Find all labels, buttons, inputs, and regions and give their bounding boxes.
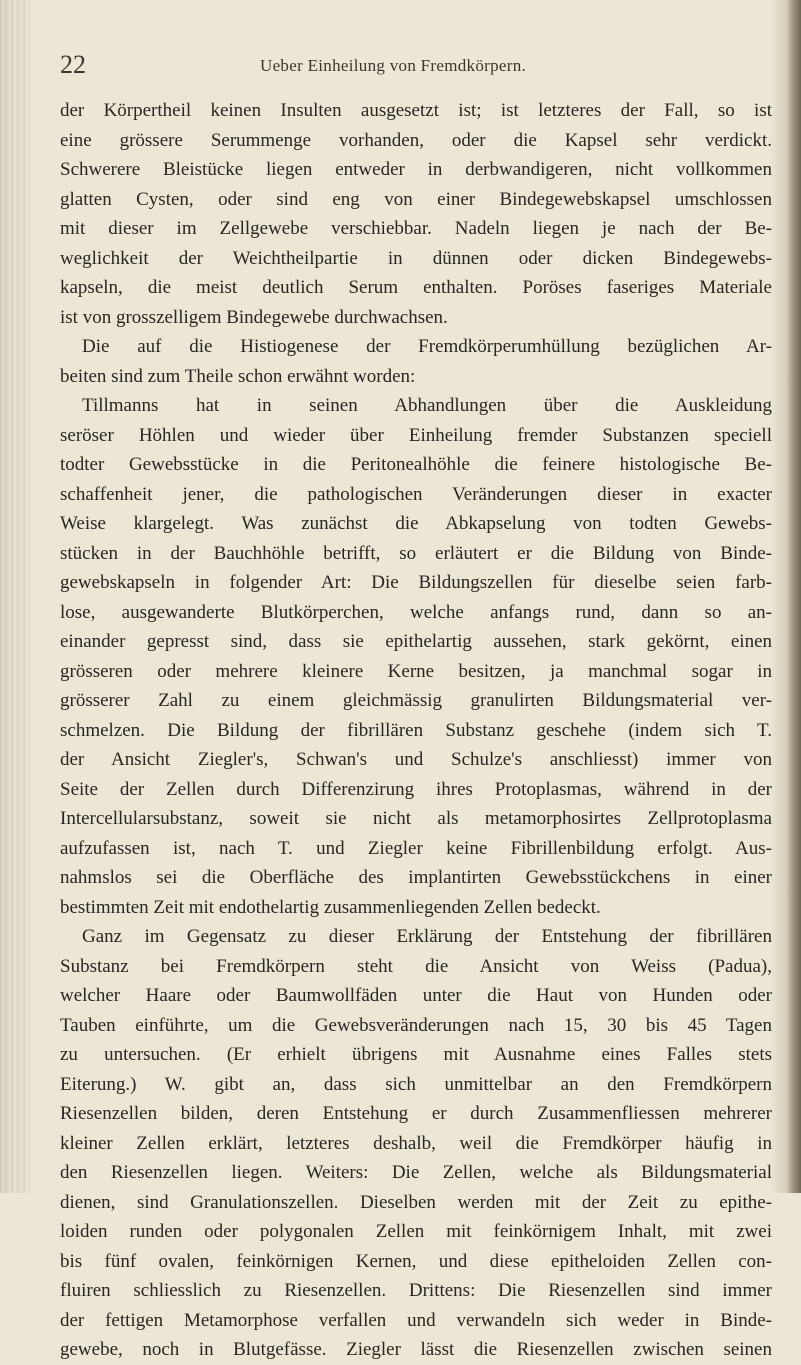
running-head: Ueber Einheilung von Fremdkörpern. [260, 56, 527, 75]
text-line: dienen, sind Granulationszellen. Dieselben werden mit der Zeit zu epithe- [60, 1191, 772, 1213]
text-line: todter Gewebsstücke in die Peritonealhöhle die feinere histologische Be- [60, 454, 772, 475]
text-line: grösseren oder mehrere kleinere Kerne besitzen, ja manchmal sogar in [60, 660, 772, 682]
text-line: bis fünf ovalen, feinkörnigen Kernen, und diese epitheloiden Zellen con- [60, 1250, 772, 1272]
text-line: stücken in der Bauchhöhle betrifft, so erläutert er die Bildung von Binde- [60, 542, 772, 564]
text-line: schaffenheit jener, die pathologischen Veränderungen dieser in exacter [60, 483, 772, 505]
text-line: Weise klargelegt. Was zunächst die Abkapselung von todten Gewebs- [60, 513, 772, 534]
text-line: gewebe, noch in Blutgefässe. Ziegler lässt die Riesenzellen zwischen seinen [60, 1339, 772, 1360]
text-line: Riesenzellen bilden, deren Entstehung er durch Zusammenfliessen mehrerer [60, 1103, 772, 1124]
page-binding-shadow [0, 0, 30, 1193]
text-line: mit dieser im Zellgewebe verschiebbar. Nadeln liegen je nach der Be- [60, 218, 772, 239]
text-line: gewebskapseln in folgender Art: Die Bildungszellen für dieselbe seien farb- [60, 572, 772, 593]
text-line: bestimmten Zeit mit endothelartig zusammenliegenden Zellen bedeckt. [60, 896, 601, 918]
text-line: den Riesenzellen liegen. Weiters: Die Zellen, welche als Bildungsmaterial [60, 1162, 772, 1183]
text-line: Intercellularsubstanz, soweit sie nicht als metamorphosirtes Zellprotoplasma [60, 808, 772, 829]
text-line: glatten Cysten, oder sind eng von einer Bindegewebskapsel umschlossen [60, 188, 772, 210]
text-line: Substanz bei Fremdkörpern steht die Ansicht von Weiss (Padua), [60, 955, 772, 977]
text-line: der Ansicht Ziegler's, Schwan's und Schulze's anschliesst) immer von [60, 749, 772, 770]
body-text [60, 96, 772, 1365]
text-line: Schwerere Bleistücke liegen entweder in derbwandigeren, nicht vollkommen [60, 159, 772, 180]
text-line: fluiren schliesslich zu Riesenzellen. Drittens: Die Riesenzellen sind immer [60, 1280, 772, 1301]
text-line: ist von grosszelligem Bindegewebe durchwachsen. [60, 306, 448, 328]
page-header [60, 50, 768, 90]
text-line: Tillmanns hat in seinen Abhandlungen über die Auskleidung [82, 395, 772, 416]
text-line: einander gepresst sind, dass sie epithelartig aussehen, stark gekörnt, einen [60, 631, 772, 652]
text-line: Eiterung.) W. gibt an, dass sich unmittelbar an den Fremdkörpern [60, 1073, 772, 1095]
text-line: nahmslos sei die Oberfläche des implantirten Gewebsstückchens in einer [60, 867, 772, 888]
text-line: weglichkeit der Weichtheilpartie in dünnen oder dicken Bindegewebs- [60, 247, 772, 269]
text-line: schmelzen. Die Bildung der fibrillären Substanz geschehe (indem sich T. [60, 719, 772, 741]
text-line: Die auf die Histiogenese der Fremdkörperumhüllung bezüglichen Ar- [82, 336, 772, 357]
text-line: Seite der Zellen durch Differenzirung ihres Protoplasmas, während in der [60, 778, 772, 800]
text-line: loiden runden oder polygonalen Zellen mit feinkörnigem Inhalt, mit zwei [60, 1221, 772, 1242]
text-line: grösserer Zahl zu einem gleichmässig granulirten Bildungsmaterial ver- [60, 690, 772, 711]
text-line: kleiner Zellen erklärt, letzteres deshalb, weil die Fremdkörper häufig in [60, 1132, 772, 1154]
text-line: Tauben einführte, um die Gewebsveränderungen nach 15, 30 bis 45 Tagen [60, 1014, 772, 1036]
text-line: der Körpertheil keinen Insulten ausgesetzt ist; ist letzteres der Fall, so ist [60, 100, 772, 121]
page-edge-shadow [787, 0, 801, 1193]
text-line: beiten sind zum Theile schon erwähnt worden: [60, 365, 416, 387]
text-line: seröser Höhlen und wieder über Einheilung fremder Substanzen speciell [60, 424, 772, 446]
page-number: 22 [60, 50, 86, 79]
text-line: Ganz im Gegensatz zu dieser Erklärung der Entstehung der fibrillären [82, 926, 772, 947]
text-line: eine grössere Serummenge vorhanden, oder die Kapsel sehr verdickt. [60, 129, 772, 151]
text-line: kapseln, die meist deutlich Serum enthalten. Poröses faseriges Materiale [60, 277, 772, 298]
text-line: lose, ausgewanderte Blutkörperchen, welche anfangs rund, dann so an- [60, 601, 772, 623]
text-line: zu untersuchen. (Er erhielt übrigens mit Ausnahme eines Falles stets [60, 1044, 772, 1065]
text-line: aufzufassen ist, nach T. und Ziegler keine Fibrillenbildung erfolgt. Aus- [60, 837, 772, 859]
text-line: der fettigen Metamorphose verfallen und verwandeln sich weder in Binde- [60, 1309, 772, 1331]
text-line: welcher Haare oder Baumwollfäden unter die Haut von Hunden oder [60, 985, 772, 1006]
